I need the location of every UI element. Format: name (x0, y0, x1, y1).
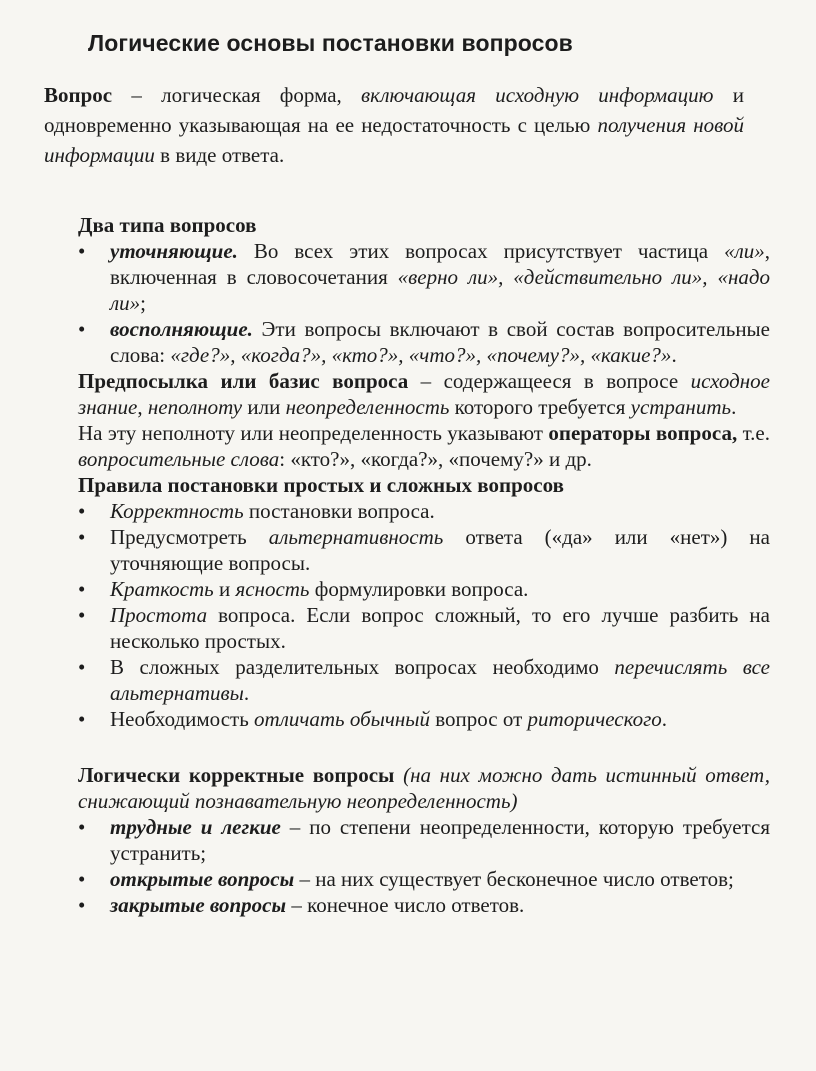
list-item (78, 602, 770, 654)
bullet-icon: • (78, 577, 86, 601)
list-item (78, 316, 770, 368)
item-emphasis: «ли» (724, 239, 765, 263)
bullet-icon: • (78, 815, 86, 839)
premise-text: которого требуется (449, 395, 631, 419)
item-text: формулировки вопроса. (309, 577, 529, 601)
item-text: . (661, 707, 668, 731)
operators-text: т.е. (737, 421, 770, 445)
intro-text: и одновременно указывающая на ее недостаточность с целью (44, 83, 744, 137)
item-emphasis: Корректность (110, 499, 244, 523)
list-item (78, 654, 770, 706)
operators-text: На эту неполноту или неопределенность указывают (78, 421, 549, 445)
item-text: . (671, 343, 677, 367)
intro-term: Вопрос (44, 83, 113, 107)
correct-questions-heading (78, 762, 770, 814)
operators-paragraph (78, 420, 770, 472)
bullet-icon: • (78, 499, 86, 523)
correct-questions-list (78, 814, 770, 918)
item-text: ; (140, 291, 147, 315)
item-text: . (243, 681, 250, 705)
item-emphasis: перечислять все альтернативы (110, 655, 770, 705)
rules-list (78, 498, 770, 732)
item-term: открытые вопросы (110, 867, 295, 891)
intro-text: – логическая форма, (112, 83, 362, 107)
premise-text: или (242, 395, 286, 419)
item-text: – конечное число ответов. (286, 893, 525, 917)
item-text: , включенная в словосочетания (110, 239, 770, 289)
list-item (78, 814, 770, 866)
list-item (78, 524, 770, 576)
item-text: Необходимость (110, 707, 255, 731)
operators-text: : «кто?», «когда?», «почему?» и др. (279, 447, 592, 471)
item-emphasis: риторического (527, 707, 662, 731)
bullet-icon: • (78, 317, 86, 341)
bullet-icon: • (78, 655, 86, 679)
bullet-icon: • (78, 893, 86, 917)
list-item (78, 576, 770, 602)
intro-emphasis: получения новой информации (44, 113, 745, 167)
operators-emphasis: вопросительные слова (78, 447, 280, 471)
premise-emphasis: устранить (630, 395, 732, 419)
rules-heading: Правила постановки простых и сложных вопросов (78, 473, 564, 497)
intro-text: в виде ответа. (154, 143, 285, 167)
item-text: Во всех этих вопросах присутствует частица (237, 239, 725, 263)
question-types-heading: Два типа вопросов (78, 213, 257, 237)
item-text: и (213, 577, 236, 601)
item-text: постановки вопроса. (243, 499, 435, 523)
item-text: ответа («да» или «нет») на уточняющие вопросы. (110, 525, 770, 575)
item-emphasis: ясность (235, 577, 310, 601)
question-types-list (78, 238, 770, 368)
item-text: – на них существует бесконечное число ответов; (294, 867, 734, 891)
bullet-icon: • (78, 239, 86, 263)
intro-emphasis: включающая исходную информацию (361, 83, 714, 107)
item-emphasis: отличать обычный (254, 707, 431, 731)
item-emphasis: Простота (110, 603, 208, 627)
premise-text: – содержащееся в вопросе (408, 369, 691, 393)
item-term: уточняющие. (110, 239, 238, 263)
content-body (78, 212, 770, 918)
item-term: трудные и легкие (110, 815, 281, 839)
item-term: закрытые вопросы (110, 893, 287, 917)
premise-text: . (731, 395, 737, 419)
item-text: – по степени неопределенности, которую требуется устранить; (110, 815, 770, 865)
premise-emphasis: неопределенность (285, 395, 450, 419)
operators-term: операторы вопроса, (548, 421, 738, 445)
list-item (78, 706, 770, 732)
intro-paragraph (44, 80, 744, 170)
item-text: В сложных разделительных вопросах необходимо (110, 655, 615, 679)
item-text: вопрос от (430, 707, 528, 731)
item-emphasis: альтернативность (268, 525, 444, 549)
bullet-icon: • (78, 603, 86, 627)
list-item (78, 238, 770, 316)
item-emphasis: «верно ли», «действительно ли», «надо ли» (110, 265, 770, 315)
bullet-icon: • (78, 867, 86, 891)
item-text: вопроса. Если вопрос сложный, то его лучше разбить на несколько простых. (110, 603, 770, 653)
correct-heading-note: (на них можно дать истинный ответ, снижающий познавательную неопределенность) (78, 763, 770, 813)
item-emphasis: Краткость (110, 577, 214, 601)
item-emphasis: «где?», «когда?», «кто?», «что?», «почему?», «какие?» (170, 343, 672, 367)
premise-emphasis: неполноту (147, 395, 243, 419)
list-item (78, 498, 770, 524)
premise-emphasis: исходное знание (78, 369, 770, 419)
premise-term: Предпосылка или базис вопроса (78, 369, 409, 393)
bullet-icon: • (78, 707, 86, 731)
premise-text: , (137, 395, 148, 419)
premise-paragraph (78, 368, 770, 420)
list-item (78, 892, 770, 918)
bullet-icon: • (78, 525, 86, 549)
list-item (78, 866, 770, 892)
page-title: Логические основы постановки вопросов (88, 30, 573, 56)
item-term: восполняющие. (110, 317, 253, 341)
item-text: Предусмотреть (110, 525, 269, 549)
item-text: Эти вопросы включают в свой состав вопросительные слова: (110, 317, 770, 367)
correct-heading-term: Логически корректные вопросы (78, 763, 395, 787)
